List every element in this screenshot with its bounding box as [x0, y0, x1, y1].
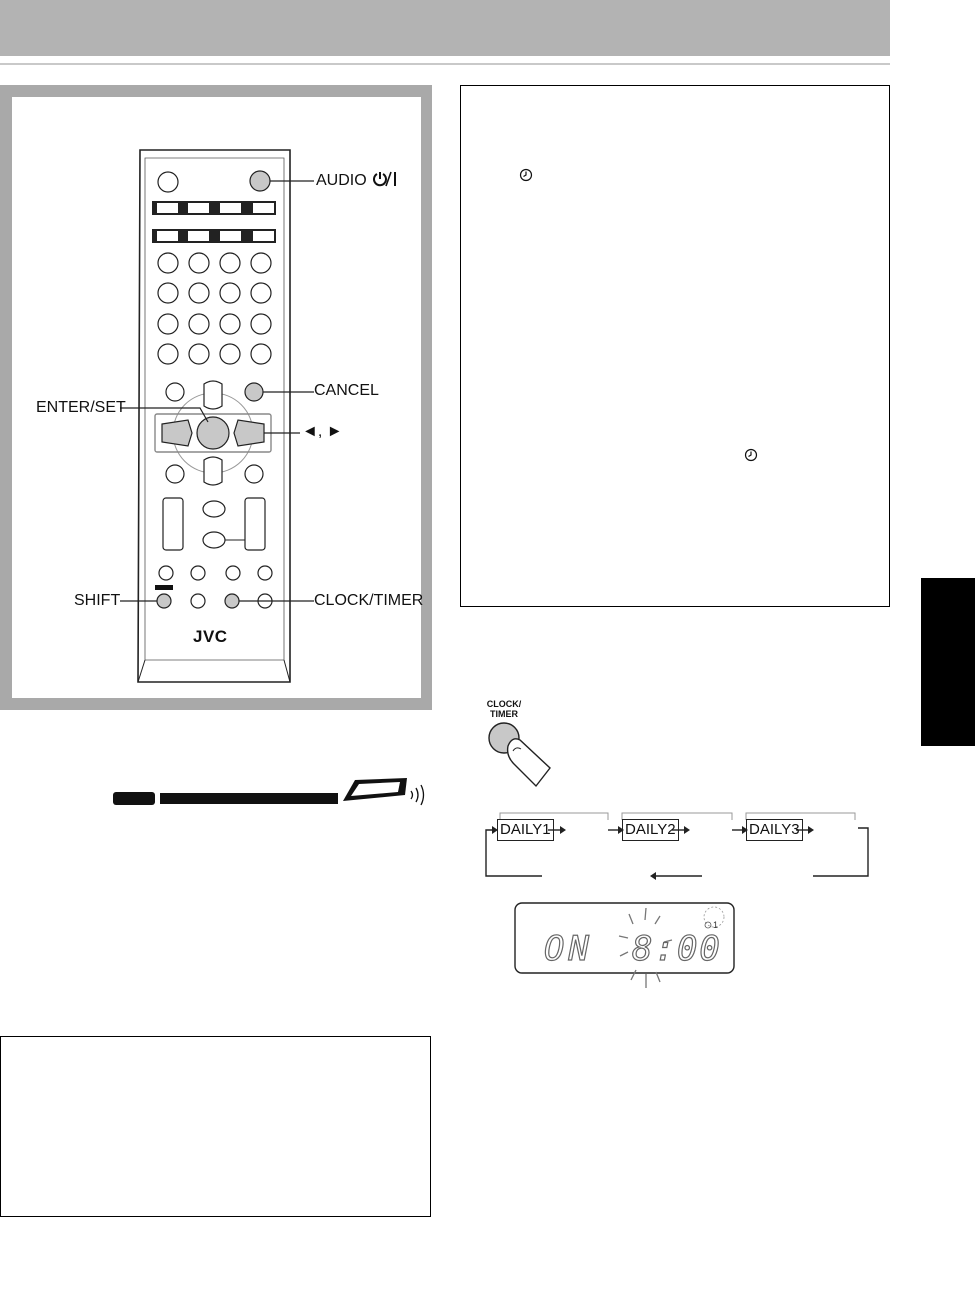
- clock-timer-label-line1: CLOCK/: [486, 699, 522, 709]
- audio-power-button: [250, 171, 270, 191]
- enter-set-label: ENTER/SET: [36, 399, 126, 416]
- shift-label: SHIFT: [74, 592, 121, 609]
- note-box: [0, 1036, 431, 1217]
- section-tab: [921, 578, 975, 746]
- arrow-keys-label: ◄, ►: [302, 423, 343, 440]
- finger-press-icon: [480, 718, 560, 788]
- clock-timer-label-line2: TIMER: [490, 709, 518, 719]
- timer-clock-icon: [519, 168, 533, 185]
- lcd-right-text: 8:00: [632, 929, 722, 969]
- sequence-item-daily1: DAILY1: [497, 819, 554, 841]
- sequence-item-daily3: DAILY3: [746, 819, 803, 841]
- power-standby-icon: [371, 171, 401, 187]
- clock-timer-button-label: [476, 699, 532, 719]
- lcd-timer-indicator: 1: [713, 920, 719, 930]
- brand-logo: JVC: [193, 627, 228, 646]
- audio-label: [316, 171, 401, 190]
- info-box: [460, 85, 890, 607]
- sequence-item-daily2: DAILY2: [622, 819, 679, 841]
- lcd-display: [514, 902, 736, 994]
- audio-label-text: AUDIO: [316, 172, 367, 189]
- timer-clock-icon: [744, 448, 758, 465]
- clock-timer-label: CLOCK/TIMER: [314, 592, 424, 609]
- remote-mode-indicator: [105, 775, 435, 810]
- lcd-left-text: ON: [544, 929, 593, 969]
- cancel-label: CANCEL: [314, 382, 379, 399]
